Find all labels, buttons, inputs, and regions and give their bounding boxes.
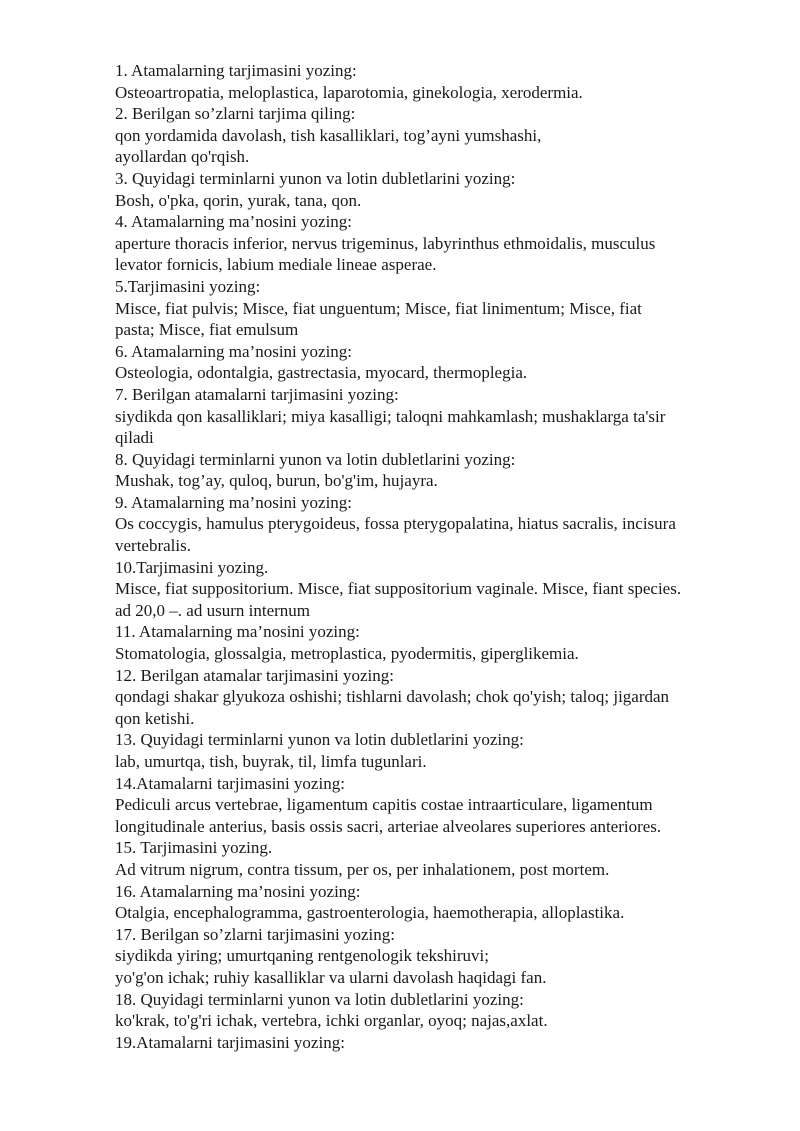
exercise-body-line: vertebralis. xyxy=(115,536,191,556)
exercise-body-line: qondagi shakar glyukoza oshishi; tishlarni davolash; chok qo'yish; taloq; jigardan xyxy=(115,687,670,707)
exercise-body-line: Osteoartropatia, meloplastica, laparotomia, ginekologia, xerodermia. xyxy=(115,82,583,102)
exercise-heading: 16. Atamalarning ma’nosini yozing: xyxy=(115,881,361,901)
exercise-item xyxy=(115,665,755,730)
exercise-body-line: yo'g'on ichak; ruhiy kasalliklar va ularni davolash haqidagi fan. xyxy=(115,967,547,987)
exercise-item xyxy=(115,492,755,557)
exercise-item xyxy=(115,276,755,341)
exercise-body-line: ko'krak, to'g'ri ichak, vertebra, ichki organlar, oyoq; najas,axlat. xyxy=(115,1011,548,1031)
exercise-heading: 12. Berilgan atamalar tarjimasini yozing: xyxy=(115,665,394,685)
exercise-heading: 13. Quyidagi terminlarni yunon va lotin dubletlarini yozing: xyxy=(115,730,524,750)
exercise-body-line: ad 20,0 –. ad usurn internum xyxy=(115,600,310,620)
exercise-item xyxy=(115,449,755,492)
exercise-heading: 8. Quyidagi terminlarni yunon va lotin dubletlarini yozing: xyxy=(115,449,516,469)
exercise-item xyxy=(115,729,755,772)
exercise-body-line: siydikda yiring; umurtqaning rentgenologik tekshiruvi; xyxy=(115,946,489,966)
exercise-heading: 7. Berilgan atamalarni tarjimasini yozing: xyxy=(115,384,399,404)
exercise-heading: 1. Atamalarning tarjimasini yozing: xyxy=(115,61,357,80)
exercise-item xyxy=(115,773,755,838)
exercise-heading: 19.Atamalarni tarjimasini yozing: xyxy=(115,1032,345,1052)
exercise-item xyxy=(115,211,755,276)
exercise-body-line: Misce, fiat pulvis; Misce, fiat unguentum; Misce, fiat linimentum; Misce, fiat xyxy=(115,298,642,318)
exercise-item xyxy=(115,60,755,103)
exercise-body-line: Mushak, tog’ay, quloq, burun, bo'g'im, hujayra. xyxy=(115,471,438,491)
exercise-body-line: Otalgia, encephalogramma, gastroenterologia, haemotherapia, alloplastika. xyxy=(115,903,625,923)
exercise-body-line: siydikda qon kasalliklari; miya kasalligi; taloqni mahkamlash; mushaklarga ta'sir xyxy=(115,406,666,426)
exercise-heading: 10.Tarjimasini yozing. xyxy=(115,557,269,577)
exercise-item xyxy=(115,924,755,989)
exercise-heading: 17. Berilgan so’zlarni tarjimasini yozing: xyxy=(115,924,395,944)
exercise-body-line: Pediculi arcus vertebrae, ligamentum capitis costae intraarticulare, ligamentum xyxy=(115,795,653,815)
exercise-heading: 11. Atamalarning ma’nosini yozing: xyxy=(115,622,360,642)
exercise-body-line: Bosh, o'pka, qorin, yurak, tana, qon. xyxy=(115,190,362,210)
exercise-body-line: levator fornicis, labium mediale lineae asperae. xyxy=(115,255,437,275)
exercise-body-line: qon ketishi. xyxy=(115,708,195,728)
exercise-heading: 18. Quyidagi terminlarni yunon va lotin dubletlarini yozing: xyxy=(115,989,524,1009)
exercise-item xyxy=(115,341,755,384)
exercise-item xyxy=(115,989,755,1032)
document-page xyxy=(115,60,755,1053)
exercise-body-line: qiladi xyxy=(115,428,154,448)
exercise-body-line: qon yordamida davolash, tish kasalliklari, tog’ayni yumshashi, xyxy=(115,125,542,145)
exercise-heading: 3. Quyidagi terminlarni yunon va lotin dubletlarini yozing: xyxy=(115,168,516,188)
exercise-item xyxy=(115,168,755,211)
exercise-heading: 5.Tarjimasini yozing: xyxy=(115,276,261,296)
exercise-item xyxy=(115,103,755,168)
exercise-body-line: aperture thoracis inferior, nervus trigeminus, labyrinthus ethmoidalis, musculus xyxy=(115,233,656,253)
exercise-body-line: longitudinale anterius, basis ossis sacri, arteriae alveolares superiores anteriores. xyxy=(115,816,662,836)
exercise-item xyxy=(115,837,755,880)
exercise-heading: 9. Atamalarning ma’nosini yozing: xyxy=(115,492,353,512)
exercise-body-line: ayollardan qo'rqish. xyxy=(115,147,250,167)
exercise-heading: 6. Atamalarning ma’nosini yozing: xyxy=(115,341,353,361)
exercise-body-line: Osteologia, odontalgia, gastrectasia, myocard, thermoplegia. xyxy=(115,363,528,383)
exercise-body-line: Ad vitrum nigrum, contra tissum, per os, per inhalationem, post mortem. xyxy=(115,859,610,879)
exercise-heading: 15. Tarjimasini yozing. xyxy=(115,838,273,858)
exercise-item xyxy=(115,384,755,449)
exercise-heading: 4. Atamalarning ma’nosini yozing: xyxy=(115,212,353,232)
exercise-item xyxy=(115,621,755,664)
exercise-item xyxy=(115,1032,755,1054)
exercise-item xyxy=(115,557,755,622)
exercise-body-line: Misce, fiat suppositorium. Misce, fiat suppositorium vaginale. Misce, fiant species. xyxy=(115,579,682,599)
exercise-heading: 14.Atamalarni tarjimasini yozing: xyxy=(115,773,345,793)
exercise-body-line: Os coccygis, hamulus pterygoideus, fossa pterygopalatina, hiatus sacralis, incisura xyxy=(115,514,676,534)
exercise-item xyxy=(115,881,755,924)
exercise-heading: 2. Berilgan so’zlarni tarjima qiling: xyxy=(115,104,356,124)
exercise-body-line: lab, umurtqa, tish, buyrak, til, limfa tugunlari. xyxy=(115,752,427,771)
exercise-body-line: Stomatologia, glossalgia, metroplastica, pyodermitis, giperglikemia. xyxy=(115,644,579,664)
exercise-body-line: pasta; Misce, fiat emulsum xyxy=(115,320,299,340)
